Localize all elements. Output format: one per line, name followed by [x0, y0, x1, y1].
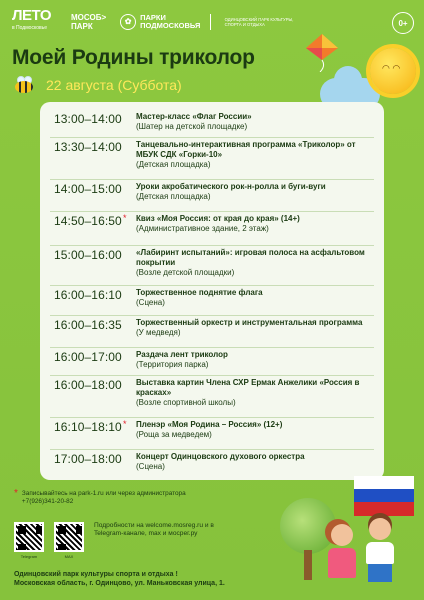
- address-line2: Московская область, г. Одинцово, ул. Маньковская улица, 1.: [14, 580, 225, 587]
- parki-line2: ПОДМОСКОВЬЯ: [140, 21, 201, 30]
- header: [12, 8, 414, 36]
- schedule-time: 16:00–17:00: [54, 350, 122, 364]
- qr-label: Telegram: [20, 554, 38, 559]
- schedule-event: Раздача лент триколор: [136, 350, 228, 359]
- schedule-location: (Возле детской площадки): [136, 268, 235, 277]
- qr-code-icon: [54, 522, 84, 552]
- schedule-event: Выставка картин Члена СХР Ермак Анжелики «Россия в красках»: [136, 378, 360, 397]
- schedule-row: [40, 180, 384, 212]
- star-icon: *: [123, 213, 127, 223]
- sun-icon: ◠ ◠: [370, 48, 416, 94]
- details-text: Подробности на welcome.mosreg.ru и в Telegram-канале, max и мосрег.ру: [94, 522, 214, 537]
- kids-illustration: [262, 470, 422, 600]
- mosobpark-line2: ПАРК: [71, 22, 93, 31]
- schedule-location: (Территория парка): [136, 360, 209, 369]
- schedule-event: «Лабиринт испытаний»: игровая полоса на асфальтовом покрытии: [136, 248, 365, 267]
- parki-podmoskovya-logo: [120, 14, 200, 30]
- schedule-time: 13:00–14:00: [54, 112, 122, 126]
- odintsovo-park-logo: [210, 14, 302, 30]
- address-line1: Одинцовский парк культуры спорта и отдыха !: [14, 571, 178, 578]
- schedule-location: (Роща за медведем): [136, 430, 212, 439]
- schedule-time: 16:00–18:00: [54, 378, 122, 392]
- schedule-time: 14:50–16:50: [54, 214, 122, 228]
- event-date: 22 августа (Суббота): [46, 77, 182, 93]
- schedule-time: 13:30–14:00: [54, 140, 122, 154]
- registration-note: [14, 490, 204, 506]
- schedule-row: [40, 316, 384, 348]
- schedule-time: 16:00–16:10: [54, 288, 122, 302]
- schedule-event: Уроки акробатического рок-н-ролла и буги-вуги: [136, 182, 326, 191]
- bee-body: [15, 81, 33, 93]
- boy-figure: [366, 518, 394, 586]
- schedule-location: (Сцена): [136, 462, 165, 471]
- schedule-event: Мастер-класс «Флаг России»: [136, 112, 252, 121]
- odintsovo-park-text: ОДИНЦОВСКИЙ ПАРК КУЛЬТУРЫ, СПОРТА И ОТДЫХА: [224, 17, 294, 27]
- schedule-location: (Детская площадка): [136, 192, 211, 201]
- star-icon: *: [14, 488, 18, 499]
- qr-telegram[interactable]: [14, 522, 44, 559]
- leaf-icon: [210, 14, 220, 30]
- schedule-time: 16:00–16:35: [54, 318, 122, 332]
- schedule-event: Пленэр «Моя Родина – Россия» (12+): [136, 420, 283, 429]
- schedule-row: [40, 212, 384, 246]
- schedule-card: [40, 102, 384, 480]
- schedule-row: [40, 110, 384, 138]
- qr-label: MAX: [64, 554, 74, 559]
- schedule-event: Торжественное поднятие флага: [136, 288, 263, 297]
- russian-flag-icon: [354, 476, 414, 516]
- schedule-row: [40, 348, 384, 376]
- schedule-location: (У медведя): [136, 328, 181, 337]
- schedule-event: Танцевально-интерактивная программа «Триколор» от МБУК СДК «Горки-10»: [136, 140, 356, 159]
- leto-subtext: в Подмосковье: [12, 25, 48, 31]
- schedule-row: [40, 246, 384, 286]
- schedule-description: [136, 420, 376, 440]
- leto-text: ЛЕТО: [12, 7, 51, 24]
- schedule-description: [136, 112, 376, 132]
- schedule-row: [40, 418, 384, 450]
- schedule-description: [136, 214, 376, 234]
- tree-trunk: [304, 550, 312, 580]
- schedule-time: 17:00–18:00: [54, 452, 122, 466]
- schedule-event: Квиз «Моя Россия: от края до края» (14+): [136, 214, 300, 223]
- schedule-location: (Детская площадка): [136, 160, 211, 169]
- age-rating-badge: 0+: [392, 12, 414, 34]
- schedule-location: (Шатер на детской площадке): [136, 122, 248, 131]
- schedule-description: [136, 378, 376, 408]
- schedule-time: 15:00–16:00: [54, 248, 122, 262]
- schedule-row: [40, 286, 384, 316]
- registration-text: Записывайтесь на park-1.ru или через администратора +7(926)341-20-82: [21, 490, 186, 505]
- schedule-description: [136, 182, 376, 202]
- kite-icon: [302, 32, 342, 72]
- parki-line1: ПАРКИ: [140, 13, 166, 22]
- address: [14, 570, 274, 588]
- schedule-event: Концерт Одинцовского духового оркестра: [136, 452, 305, 461]
- parki-icon: ✿: [120, 14, 136, 30]
- schedule-row: [40, 138, 384, 180]
- qr-max[interactable]: [54, 522, 84, 559]
- schedule-description: [136, 452, 376, 472]
- qr-codes: [14, 522, 94, 559]
- mosobpark-logo: [71, 13, 106, 31]
- schedule-description: [136, 350, 376, 370]
- bee-icon: [12, 76, 36, 94]
- schedule-event: Торжественный оркестр и инструментальная программа: [136, 318, 363, 327]
- schedule-description: [136, 140, 376, 170]
- schedule-row: [40, 376, 384, 418]
- mosobpark-line1: МОСОБ>: [71, 13, 107, 22]
- schedule-location: (Возле спортивной школы): [136, 398, 236, 407]
- schedule-time: 14:00–15:00: [54, 182, 122, 196]
- date-row: [12, 76, 182, 94]
- girl-figure: [328, 524, 356, 584]
- schedule-location: (Сцена): [136, 298, 165, 307]
- schedule-location: (Административное здание, 2 этаж): [136, 224, 269, 233]
- star-icon: *: [123, 419, 127, 429]
- schedule-time: 16:10–18:10: [54, 420, 122, 434]
- leto-logo: [12, 9, 51, 35]
- page-title: Моей Родины триколор: [12, 46, 255, 69]
- qr-code-icon: [14, 522, 44, 552]
- schedule-description: [136, 288, 376, 308]
- schedule-description: [136, 248, 376, 278]
- schedule-description: [136, 318, 376, 338]
